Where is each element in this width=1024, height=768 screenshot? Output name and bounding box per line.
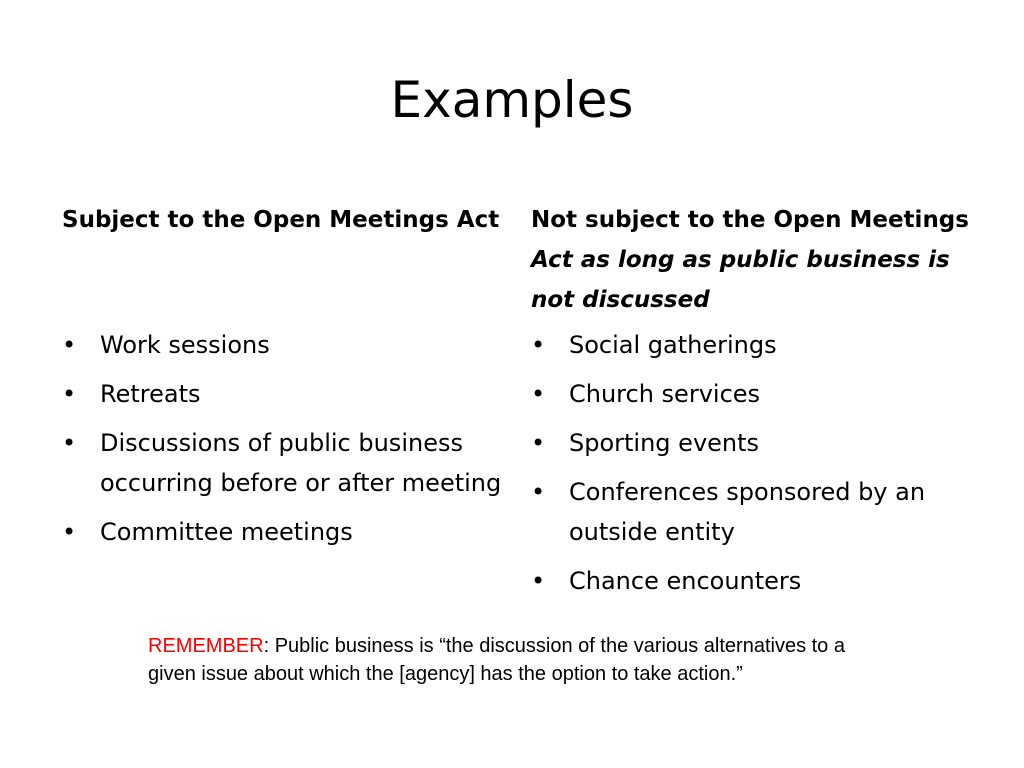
list-item-text: Social gatherings [569, 331, 777, 359]
list-item [531, 374, 981, 414]
right-heading-plain: Not subject to the Open Meetings [531, 207, 969, 233]
remember-keyword: REMEMBER [148, 635, 264, 657]
bullet-icon: • [531, 478, 546, 506]
slide-title: Examples [390, 71, 634, 129]
bullet-icon: • [62, 380, 77, 408]
list-item [62, 512, 502, 552]
bullet-icon: • [531, 380, 546, 408]
bullet-icon: • [531, 429, 546, 457]
list-item [62, 374, 502, 414]
list-item-text: Committee meetings [100, 518, 353, 546]
list-item-text: Work sessions [100, 331, 270, 359]
left-column [62, 200, 502, 561]
list-item-text: Chance encounters [569, 567, 802, 595]
list-item-text: Church services [569, 380, 761, 408]
right-column-heading [531, 200, 981, 325]
list-item [531, 561, 981, 601]
bullet-icon: • [531, 331, 546, 359]
left-column-heading: Subject to the Open Meetings Act [62, 207, 500, 233]
right-heading-italic: Act as long as public business is not discussed [531, 247, 950, 313]
list-item [531, 325, 981, 365]
list-item [531, 472, 981, 552]
bullet-icon: • [531, 567, 546, 595]
right-column [531, 200, 981, 610]
remember-note [148, 632, 888, 688]
list-item-text: Conferences sponsored by an outside entity [569, 478, 926, 546]
remember-text: : Public business is “the discussion of the various alternatives to a given issue about which the [agency] has the option to take action.” [148, 635, 845, 685]
list-item-text: Discussions of public business occurring before or after meeting [100, 429, 502, 497]
bullet-icon: • [62, 429, 77, 457]
left-bullet-list [62, 325, 502, 552]
list-item [62, 423, 502, 503]
bullet-icon: • [62, 518, 77, 546]
list-item [62, 325, 502, 365]
bullet-icon: • [62, 331, 77, 359]
right-bullet-list [531, 325, 981, 601]
list-item [531, 423, 981, 463]
list-item-text: Retreats [100, 380, 201, 408]
list-item-text: Sporting events [569, 429, 760, 457]
